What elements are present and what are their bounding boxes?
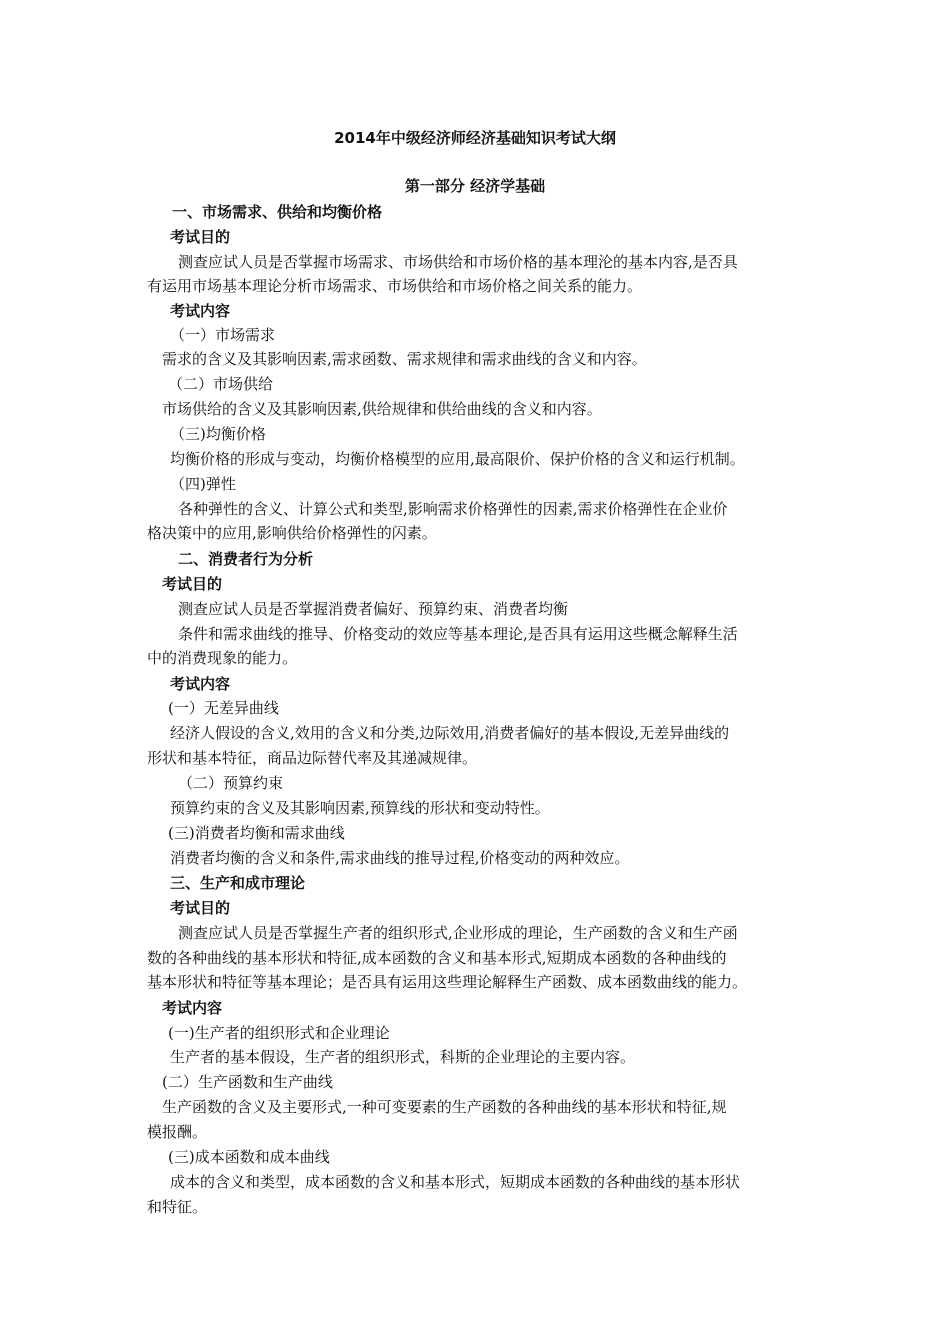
paragraph-line: 格决策中的应用,影响供给价格弹性的闪素。 (147, 524, 437, 542)
subsection-heading: (一)生产者的组织形式和企业理论 (168, 1024, 390, 1042)
paragraph-line: 预算约束的含义及其影响因素,预算线的形状和变动特性。 (170, 799, 550, 817)
paragraph-line: 均衡价格的形成与变动，均衡价格模型的应用,最高限价、保护价格的含义和运行机制。 (170, 450, 745, 468)
paragraph-line: 和特征。 (147, 1198, 208, 1216)
exam-purpose-label: 考试目的 (170, 899, 231, 917)
subsection-heading: （一）市场需求 (170, 326, 276, 344)
paragraph-line: 成本的含义和类型，成本函数的含义和基本形式，短期成本函数的各种曲线的基本形状 (170, 1173, 741, 1191)
section-heading: 三、生产和成市理论 (170, 874, 306, 892)
paragraph-line: 中的消费现象的能力。 (147, 649, 298, 667)
exam-content-label: 考试内容 (170, 302, 231, 320)
exam-purpose-label: 考试目的 (162, 575, 223, 593)
subsection-heading: (三)成本函数和成本曲线 (168, 1148, 330, 1166)
subsection-heading: (三)消费者均衡和需求曲线 (168, 824, 345, 842)
paragraph-line: 模报酬。 (147, 1123, 208, 1141)
paragraph-line: 经济人假设的含义,效用的含义和分类,边际效用,消费者偏好的基本假设,无差异曲线的 (170, 724, 730, 742)
paragraph-line: 数的各种曲线的基本形状和特征,成本函数的含义和基本形式,短期成本函数的各种曲线的 (147, 949, 727, 967)
exam-content-label: 考试内容 (170, 675, 231, 693)
paragraph-line: 测查应试人员是否掌握消费者偏好、预算约束、消费者均衡 (178, 600, 569, 618)
paragraph-line: 有运用市场基本理论分析市场需求、市场供给和市场价格之间关系的能力。 (147, 277, 643, 295)
paragraph-line: 消费者均衡的含义和条件,需求曲线的推导过程,价格变动的两种效应。 (170, 849, 630, 867)
paragraph-line: 条件和需求曲线的推导、价格变动的效应等基本理论,是否具有运用这些概念解释生活 (178, 625, 738, 643)
section-heading: 一、市场需求、供给和均衡价格 (172, 203, 383, 221)
exam-content-label: 考试内容 (162, 999, 223, 1017)
paragraph-line: 需求的含义及其影响因素,需求函数、需求规律和需求曲线的含义和内容。 (162, 350, 647, 368)
paragraph-line: 测查应试人员是否掌握市场需求、市场供给和市场价格的基本理沦的基本内容,是否具 (178, 253, 738, 271)
paragraph-line: 各种弹性的含义、计算公式和类型,影响需求价格弹性的因素,需求价格弹性在企业价 (178, 500, 728, 518)
subsection-heading: （二）预算约束 (178, 774, 284, 792)
subsection-heading: （四)弹性 (170, 475, 236, 493)
subsection-heading: (二）生产函数和生产曲线 (162, 1073, 333, 1091)
subsection-heading: （二）市场供给 (168, 375, 274, 393)
section-heading: 二、消费者行为分析 (178, 550, 314, 568)
paragraph-line: 基本形状和特征等基本理论；是否具有运用这些理论解释生产函数、成本函数曲线的能力。 (147, 973, 748, 991)
subsection-heading: （三)均衡价格 (170, 425, 266, 443)
paragraph-line: 测查应试人员是否掌握生产者的组织形式,企业形成的理论，生产函数的含义和生产函 (178, 924, 738, 942)
paragraph-line: 形状和基本特征，商品边际替代率及其递减规律。 (147, 749, 478, 767)
paragraph-line: 生产者的基本假设，生产者的组织形式，科斯的企业理论的主要内容。 (170, 1048, 636, 1066)
exam-purpose-label: 考试目的 (170, 228, 231, 246)
document-title: 2014年中级经济师经济基础知识考试大纲 (334, 129, 616, 147)
part-title: 第一部分 经济学基础 (404, 177, 546, 195)
paragraph-line: 生产函数的含义及主要形式,一种可变要素的生产函数的各种曲线的基本形状和特征,规 (162, 1098, 727, 1116)
paragraph-line: 市场供给的含义及其影响因素,供给规律和供给曲线的含义和内容。 (162, 400, 602, 418)
subsection-heading: (一）无差异曲线 (168, 699, 279, 717)
